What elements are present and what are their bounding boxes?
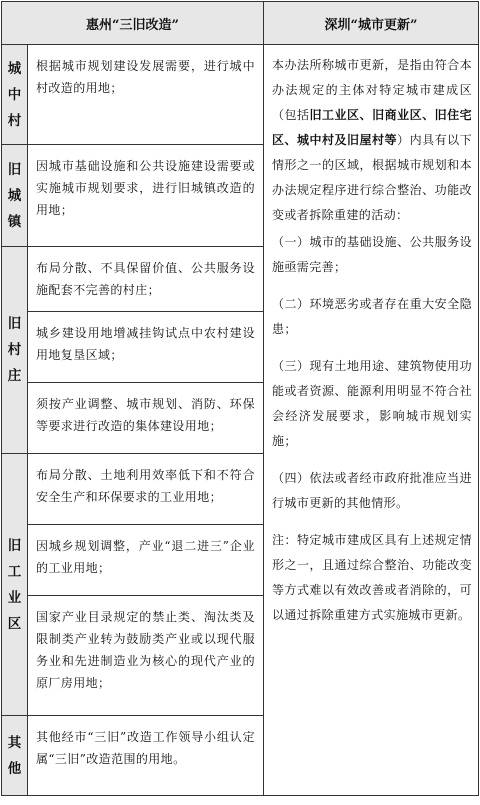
category-other: 其他 bbox=[2, 716, 28, 796]
urban-village-criterion: 根据城市规划建设发展需要，进行城中村改造的用地； bbox=[28, 45, 264, 145]
other-criterion: 其他经市“三旧”改造工作领导小组认定属“三旧”改造范围的用地。 bbox=[28, 716, 264, 796]
old-village-criterion-1: 布局分散、不具保留价值、公共服务设施配套不完善的村庄； bbox=[28, 247, 264, 312]
table-row bbox=[2, 45, 479, 145]
definition-intro: 本办法所称城市更新，是指由符合本办法规定的主体对特定城市建成区（包括旧工业区、旧商业区、旧住宅区、城中村及旧屋村等）内具有以下情形之一的区域，根据城市规划和本办法规定程序进行综合整治、功能改变或者拆除重建的活动： bbox=[272, 58, 473, 222]
shenzhen-definition bbox=[264, 45, 479, 796]
header-row bbox=[2, 2, 479, 45]
shenzhen-header: 深圳“城市更新” bbox=[264, 2, 479, 45]
definition-case-2: （二）环境恶劣或者存在重大安全隐患； bbox=[272, 297, 472, 336]
comparison-table bbox=[1, 1, 479, 796]
old-factory-criterion-2: 因城乡规划调整，产业“退二进三”企业的工业用地； bbox=[28, 525, 264, 596]
category-old-village: 旧村庄 bbox=[2, 247, 28, 454]
definition-bold-terms: 旧工业区、旧商业区、旧住宅区、城中村及旧屋村等 bbox=[272, 108, 473, 147]
old-factory-criterion-1: 布局分散、土地利用效率低下和不符合安全生产和环保要求的工业用地； bbox=[28, 454, 264, 525]
definition-note: 注：特定城市建成区具有上述规定情形之一，且通过综合整治、功能改变等方式难以有效改善或者消除的，可以通过拆除重建方式实施城市更新。 bbox=[272, 533, 472, 622]
old-town-criterion: 因城市基础设施和公共设施建设需要或实施城市规划要求，进行旧城镇改造的用地； bbox=[28, 145, 264, 247]
huizhou-header: 惠州“三旧改造” bbox=[2, 2, 264, 45]
definition-case-3: （三）现有土地用途、建筑物使用功能或者资源、能源利用明显不符合社会经济发展要求，影响城市规划实施； bbox=[272, 359, 472, 448]
category-old-factory: 旧工业区 bbox=[2, 454, 28, 716]
definition-case-4: （四）依法或者经市政府批准应当进行城市更新的其他情形。 bbox=[272, 471, 472, 510]
definition-case-1: （一）城市的基础设施、公共服务设施亟需完善； bbox=[272, 235, 472, 274]
old-factory-criterion-3: 国家产业目录规定的禁止类、淘汰类及限制类产业转为鼓励类产业或以现代服务业和先进制造业为核心的现代产业的原厂房用地； bbox=[28, 596, 264, 716]
old-village-criterion-2: 城乡建设用地增减挂钩试点中农村建设用地复垦区域； bbox=[28, 312, 264, 383]
category-urban-village: 城中村 bbox=[2, 45, 28, 145]
old-village-criterion-3: 须按产业调整、城市规划、消防、环保等要求进行改造的集体建设用地； bbox=[28, 383, 264, 454]
category-old-town: 旧城镇 bbox=[2, 145, 28, 247]
